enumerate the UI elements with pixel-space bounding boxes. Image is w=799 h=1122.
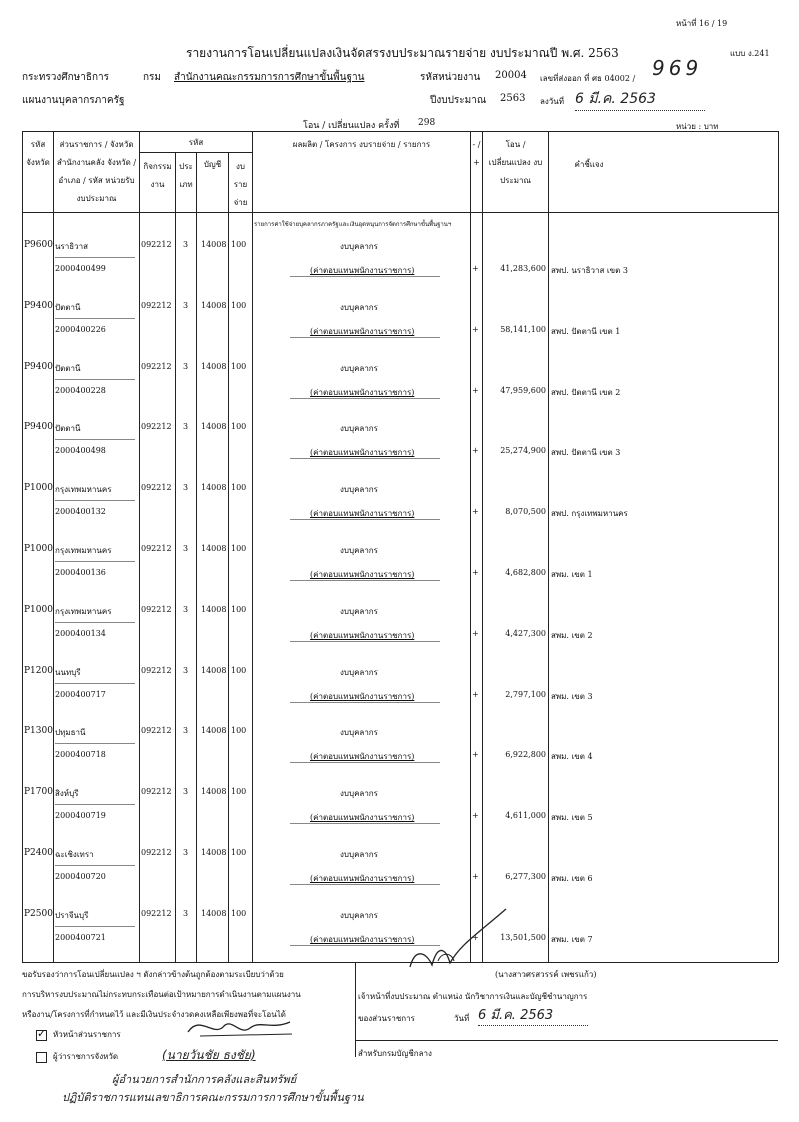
row-unit-code: 2000400498	[55, 446, 106, 455]
row-unit-code: 2000400720	[55, 872, 106, 881]
unit-code-value: 20004	[495, 70, 527, 81]
form-code: แบบ ง.241	[730, 49, 770, 58]
row-type: 3	[183, 483, 189, 492]
currency-unit: หน่วย : บาท	[676, 122, 719, 131]
row-sub-item: (ค่าตอบแทนพนักงานราชการ)	[310, 570, 415, 579]
unit-code-label: รหัสหน่วยงาน	[420, 72, 481, 83]
row-province: ปทุมธานี	[55, 728, 86, 737]
certification-line-2: การบริหารงบประมาณไม่กระทบกระเทือนต่อเป้าหมายการดำเนินงานตามแผนงาน	[22, 990, 301, 999]
doc-number-value: 969	[652, 56, 703, 80]
transfer-label: โอน / เปลี่ยนแปลง ครั้งที่	[303, 121, 400, 131]
signature-left	[180, 1008, 300, 1044]
row-amount: 25,274,900	[500, 446, 546, 455]
row-note: สพป. ปัตตานี เขต 1	[551, 327, 621, 336]
row-budget: 100	[231, 909, 247, 918]
row-item: งบบุคลากร	[340, 607, 378, 616]
row-code: P1700	[24, 787, 53, 797]
row-note: สพม. เขต 6	[551, 874, 593, 883]
row-sub-item: (ค่าตอบแทนพนักงานราชการ)	[310, 813, 415, 822]
header-type: ประ เภท	[179, 162, 193, 189]
row-province: ปัตตานี	[55, 424, 81, 433]
row-amount: 4,611,000	[505, 811, 546, 820]
row-amount: 47,959,600	[500, 386, 546, 395]
row-amount: 4,427,300	[505, 629, 546, 638]
row-sub-item: (ค่าตอบแทนพนักงานราชการ)	[310, 631, 415, 640]
row-budget: 100	[231, 240, 247, 249]
row-activity: 092212	[141, 666, 172, 675]
row-activity: 092212	[141, 544, 172, 553]
row-province: ปราจีนบุรี	[55, 911, 89, 920]
row-code: P2400	[24, 848, 53, 858]
row-amount: 6,922,800	[505, 750, 546, 759]
row-budget: 100	[231, 422, 247, 431]
row-budget: 100	[231, 544, 247, 553]
department-value: สำนักงานคณะกรรมการการศึกษาขั้นพื้นฐาน	[174, 72, 365, 83]
row-type: 3	[183, 666, 189, 675]
officer-name: (นางสาวศรสวรรค์ เพชรแก้ว)	[495, 970, 597, 979]
plan-label: แผนงานบุคลากรภาครัฐ	[22, 95, 125, 106]
row-note: สพม. เขต 4	[551, 752, 593, 761]
row-type: 3	[183, 787, 189, 796]
row-sub-item: (ค่าตอบแทนพนักงานราชการ)	[310, 266, 415, 275]
row-activity: 092212	[141, 787, 172, 796]
row-activity: 092212	[141, 909, 172, 918]
row-type: 3	[183, 605, 189, 614]
officer-date-label: วันที่	[454, 1014, 470, 1023]
row-budget: 100	[231, 666, 247, 675]
signer-title-2: ปฏิบัติราชการแทนเลขาธิการคณะกรรมการการศึกษาขั้นพื้นฐาน	[62, 1091, 364, 1104]
row-sign: +	[472, 629, 479, 638]
row-budget: 100	[231, 787, 247, 796]
row-code: P1000	[24, 605, 53, 615]
row-account: 14008	[201, 544, 227, 553]
header-code-group: รหัส	[188, 138, 204, 147]
row-account: 14008	[201, 666, 227, 675]
row-budget: 100	[231, 301, 247, 310]
row-type: 3	[183, 726, 189, 735]
row-note: สพป. นราธิวาส เขต 3	[551, 266, 628, 275]
row-province: ฉะเชิงเทรา	[55, 850, 94, 859]
row-item: งบบุคลากร	[340, 728, 378, 737]
officer-agency-label: ของส่วนราชการ	[358, 1014, 415, 1023]
row-type: 3	[183, 301, 189, 310]
row-budget: 100	[231, 848, 247, 857]
row-amount: 8,070,500	[505, 507, 546, 516]
header-output: ผลผลิต / โครงการ งบรายจ่าย / รายการ	[292, 140, 431, 149]
row-activity: 092212	[141, 726, 172, 735]
date-label: ลงวันที่	[540, 97, 565, 106]
row-amount: 4,682,800	[505, 568, 546, 577]
row-item: งบบุคลากร	[340, 789, 378, 798]
checkbox-governor[interactable]	[36, 1050, 118, 1063]
row-code: P9400	[24, 362, 53, 372]
row-sign: +	[472, 750, 479, 759]
row-province: ปัตตานี	[55, 303, 81, 312]
checkbox-checked-icon[interactable]	[36, 1030, 47, 1041]
page-number: หน้าที่ 16 / 19	[676, 19, 728, 28]
row-account: 14008	[201, 909, 227, 918]
row-province: ปัตตานี	[55, 364, 81, 373]
row-account: 14008	[201, 483, 227, 492]
row-amount: 6,277,300	[505, 872, 546, 881]
row-item: งบบุคลากร	[340, 242, 378, 251]
row-note: สพป. กรุงเทพมหานคร	[551, 509, 628, 518]
row-code: P1000	[24, 483, 53, 493]
row-account: 14008	[201, 848, 227, 857]
row-activity: 092212	[141, 422, 172, 431]
row-note: สพม. เขต 3	[551, 692, 593, 701]
row-type: 3	[183, 848, 189, 857]
row-item: งบบุคลากร	[340, 668, 378, 677]
checkbox-governor-label: ผู้ว่าราชการจังหวัด	[53, 1052, 119, 1061]
row-type: 3	[183, 544, 189, 553]
row-sub-item: (ค่าตอบแทนพนักงานราชการ)	[310, 388, 415, 397]
row-sub-item: (ค่าตอบแทนพนักงานราชการ)	[310, 935, 415, 944]
row-unit-code: 2000400721	[55, 933, 106, 942]
row-sign: +	[472, 568, 479, 577]
header-sign: - / +	[472, 140, 481, 167]
row-budget: 100	[231, 726, 247, 735]
row-account: 14008	[201, 240, 227, 249]
row-activity: 092212	[141, 301, 172, 310]
signer-title-1: ผู้อำนวยการสำนักการคลังและสินทรัพย์	[112, 1073, 297, 1086]
row-sign: +	[472, 386, 479, 395]
row-sign: +	[472, 325, 479, 334]
row-province: สิงห์บุรี	[55, 789, 79, 798]
row-item: งบบุคลากร	[340, 364, 378, 373]
row-account: 14008	[201, 605, 227, 614]
row-province: กรุงเทพมหานคร	[55, 546, 112, 555]
row-budget: 100	[231, 605, 247, 614]
row-code: P2500	[24, 909, 53, 919]
row-sign: +	[472, 446, 479, 455]
header-code: รหัส จังหวัด	[26, 140, 50, 167]
signer-name: (นายวันชัย ธงชัย)	[162, 1048, 256, 1062]
row-sign: +	[472, 690, 479, 699]
row-type: 3	[183, 422, 189, 431]
row-activity: 092212	[141, 362, 172, 371]
row-item: งบบุคลากร	[340, 850, 378, 859]
row-activity: 092212	[141, 848, 172, 857]
row-item: งบบุคลากร	[340, 485, 378, 494]
section-title: รายการค่าใช้จ่ายบุคลากรภาครัฐและเงินอุดหนุนการจัดการศึกษาขั้นพื้นฐานฯ	[254, 221, 452, 228]
row-code: P1200	[24, 666, 53, 676]
header-amount: โอน / เปลี่ยนแปลง งบประมาณ	[488, 140, 543, 185]
header-budget: งบ ราย จ่าย	[233, 162, 248, 207]
row-type: 3	[183, 909, 189, 918]
row-account: 14008	[201, 787, 227, 796]
row-account: 14008	[201, 422, 227, 431]
signature-right	[380, 905, 510, 975]
fiscal-year-label: ปีงบประมาณ	[430, 95, 487, 106]
row-sign: +	[472, 811, 479, 820]
row-sign: +	[472, 933, 479, 942]
date-value: 6 มี.ค. 2563	[575, 88, 705, 111]
row-code: P1300	[24, 726, 53, 736]
transfer-number: 298	[418, 118, 436, 128]
row-code: P9600	[24, 240, 53, 250]
header-note: คำชี้แจง	[574, 160, 604, 169]
officer-position: เจ้าหน้าที่งบประมาณ ตำแหน่ง นักวิชาการเงินและบัญชีชำนาญการ	[358, 992, 588, 1001]
row-sub-item: (ค่าตอบแทนพนักงานราชการ)	[310, 874, 415, 883]
row-amount: 2,797,100	[505, 690, 546, 699]
row-activity: 092212	[141, 483, 172, 492]
row-note: สพม. เขต 2	[551, 631, 593, 640]
header-account: บัญชี	[203, 160, 222, 169]
row-sub-item: (ค่าตอบแทนพนักงานราชการ)	[310, 692, 415, 701]
row-item: งบบุคลากร	[340, 424, 378, 433]
row-note: สพม. เขต 7	[551, 935, 593, 944]
row-unit-code: 2000400226	[55, 325, 106, 334]
doc-number-label: เลขที่ส่งออก ที่ ศธ 04002 /	[540, 74, 636, 83]
row-item: งบบุคลากร	[340, 546, 378, 555]
row-account: 14008	[201, 301, 227, 310]
row-account: 14008	[201, 362, 227, 371]
certification-line-1: ขอรับรองว่าการโอนเปลี่ยนแปลง ฯ ดังกล่าวข้างต้นถูกต้องตามระเบียบว่าด้วย	[22, 970, 284, 979]
row-province: กรุงเทพมหานคร	[55, 607, 112, 616]
comptroller-label: สำหรับกรมบัญชีกลาง	[358, 1049, 432, 1058]
row-code: P9400	[24, 301, 53, 311]
row-code: P9400	[24, 422, 53, 432]
row-budget: 100	[231, 483, 247, 492]
row-note: สพป. ปัตตานี เขต 3	[551, 448, 621, 457]
row-code: P1000	[24, 544, 53, 554]
row-sub-item: (ค่าตอบแทนพนักงานราชการ)	[310, 752, 415, 761]
row-unit-code: 2000400719	[55, 811, 106, 820]
row-sub-item: (ค่าตอบแทนพนักงานราชการ)	[310, 448, 415, 457]
document-title: รายงานการโอนเปลี่ยนแปลงเงินจัดสรรงบประมาณรายจ่าย งบประมาณปี พ.ศ. 2563	[186, 46, 619, 60]
ministry-label: กระทรวงศึกษาธิการ	[22, 72, 110, 83]
row-unit-code: 2000400136	[55, 568, 106, 577]
row-account: 14008	[201, 726, 227, 735]
row-sub-item: (ค่าตอบแทนพนักงานราชการ)	[310, 509, 415, 518]
checkbox-head-of-agency[interactable]	[36, 1028, 121, 1041]
row-unit-code: 2000400499	[55, 264, 106, 273]
row-amount: 13,501,500	[500, 933, 546, 942]
row-sign: +	[472, 507, 479, 516]
checkbox-unchecked-icon[interactable]	[36, 1052, 47, 1063]
row-province: นนทบุรี	[55, 668, 81, 677]
row-budget: 100	[231, 362, 247, 371]
row-unit-code: 2000400718	[55, 750, 106, 759]
row-unit-code: 2000400717	[55, 690, 106, 699]
row-unit-code: 2000400134	[55, 629, 106, 638]
header-activity: กิจกรรม งาน	[143, 162, 172, 189]
department-label: กรม	[143, 72, 162, 83]
row-province: นราธิวาส	[55, 242, 89, 251]
fiscal-year-value: 2563	[500, 93, 526, 104]
row-unit-code: 2000400228	[55, 386, 106, 395]
row-type: 3	[183, 240, 189, 249]
row-note: สพม. เขต 1	[551, 570, 593, 579]
row-item: งบบุคลากร	[340, 303, 378, 312]
row-activity: 092212	[141, 240, 172, 249]
row-sign: +	[472, 872, 479, 881]
row-sub-item: (ค่าตอบแทนพนักงานราชการ)	[310, 327, 415, 336]
row-sign: +	[472, 264, 479, 273]
header-agency: ส่วนราชการ / จังหวัด สำนักงานคลัง จังหวัด / อำเภอ / รหัส หน่วยรับงบประมาณ	[56, 140, 137, 203]
checkbox-head-label: หัวหน้าส่วนราชการ	[53, 1030, 121, 1039]
certification-line-3: หรืองาน/โครงการที่กำหนดไว้ และมีเงินประจำงวดคงเหลือเพียงพอที่จะโอนได้	[22, 1010, 286, 1019]
row-amount: 58,141,100	[500, 325, 546, 334]
row-province: กรุงเทพมหานคร	[55, 485, 112, 494]
officer-date-value: 6 มี.ค. 2563	[478, 1004, 588, 1026]
row-amount: 41,283,600	[500, 264, 546, 273]
row-unit-code: 2000400132	[55, 507, 106, 516]
row-type: 3	[183, 362, 189, 371]
row-note: สพม. เขต 5	[551, 813, 593, 822]
row-note: สพป. ปัตตานี เขต 2	[551, 388, 621, 397]
row-activity: 092212	[141, 605, 172, 614]
row-item: งบบุคลากร	[340, 911, 378, 920]
